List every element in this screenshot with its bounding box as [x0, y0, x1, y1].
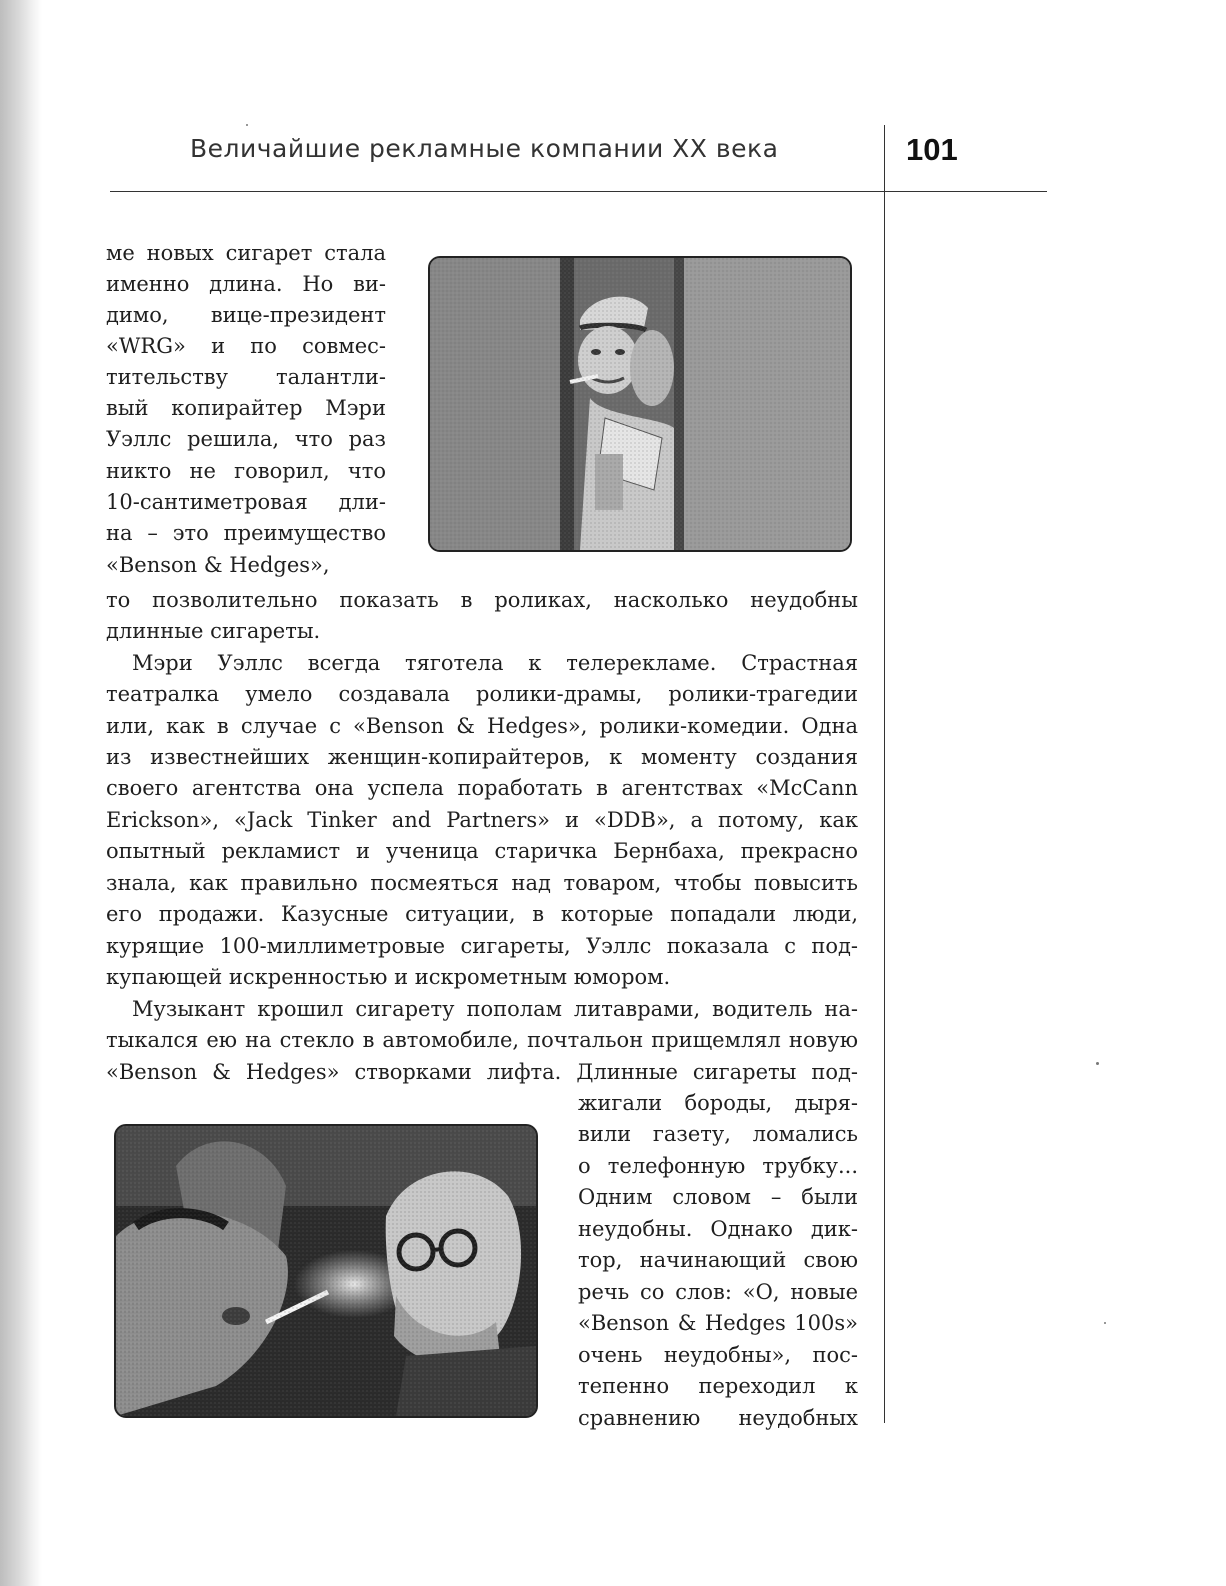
text-line: именно длина. Но ви- — [106, 272, 386, 296]
text-line: Erickson», «Jack Tinker and Partners» и «DDB», а потому, как — [106, 808, 858, 832]
text-line: очень неудобны», пос- — [578, 1343, 858, 1367]
text-line: 10-сантиметровая дли- — [106, 490, 386, 514]
scan-speck — [1104, 1322, 1106, 1324]
scan-speck — [1096, 1062, 1099, 1065]
text-line: тор, начинающий свою — [578, 1248, 858, 1272]
text-line: речь со слов: «О, новые — [578, 1280, 858, 1304]
photo-two-men-smoking — [114, 1124, 538, 1418]
text-line: Одним словом – были — [578, 1185, 858, 1209]
text-line: на – это преимущество — [106, 521, 386, 545]
text-line: «Benson & Hedges» створками лифта. Длинные сигареты под- — [106, 1060, 858, 1084]
text-line: театралка умело создавала ролики-драмы, ролики-трагедии — [106, 682, 858, 706]
text-line: курящие 100-миллиметровые сигареты, Уэллс показала с под- — [106, 934, 858, 958]
header-rule — [110, 191, 1047, 192]
text-line: тительству талантли- — [106, 365, 386, 389]
photo-man-in-elevator-doors — [428, 256, 852, 552]
paragraph-start-line: Мэри Уэллс всегда тяготела к телерекламе. Страстная — [132, 651, 858, 675]
text-line: его продажи. Казусные ситуации, в которые попадали люди, — [106, 902, 858, 926]
margin-rule — [884, 125, 885, 1423]
text-line: Уэллс решила, что раз — [106, 427, 386, 451]
text-line: знала, как правильно посмеяться над товаром, чтобы повысить — [106, 871, 858, 895]
text-line: длинные сигареты. — [106, 619, 321, 643]
scan-shadow-edge — [0, 0, 42, 1586]
text-line: купающей искренностью и искрометным юмором. — [106, 965, 671, 989]
text-line: «WRG» и по совмес- — [106, 334, 386, 358]
text-line: опытный рекламист и ученица старичка Бернбаха, прекрасно — [106, 839, 858, 863]
text-line: тепенно переходил к — [578, 1374, 858, 1398]
text-line: о телефонную трубку... — [578, 1154, 858, 1178]
text-line: своего агентства она успела поработать в агентствах «McCann — [106, 776, 858, 800]
text-line: вый копирайтер Мэри — [106, 396, 386, 420]
text-line: вили газету, ломались — [578, 1122, 858, 1146]
text-line: или, как в случае с «Benson & Hedges», ролики-комедии. Одна — [106, 714, 858, 738]
page-number: 101 — [906, 132, 958, 167]
text-line: «Benson & Hedges 100s» — [578, 1311, 858, 1335]
paragraph-start-line: Музыкант крошил сигарету пополам литаврами, водитель на- — [132, 997, 858, 1021]
text-line: ме новых сигарет стала — [106, 241, 386, 265]
text-line: сравнению неудобных — [578, 1406, 858, 1430]
text-line: из известнейших женщин-копирайтеров, к моменту создания — [106, 745, 858, 769]
text-line: то позволительно показать в роликах, насколько неудобны — [106, 588, 858, 612]
text-line: жигали бороды, дыря- — [578, 1091, 858, 1115]
text-line: неудобны. Однако дик- — [578, 1217, 858, 1241]
text-line: никто не говорил, что — [106, 459, 386, 483]
running-header-title: Величайшие рекламные компании XX века — [190, 134, 779, 163]
text-line: димо, вице-президент — [106, 303, 386, 327]
scan-speck — [246, 124, 248, 126]
text-line: «Benson & Hedges», — [106, 553, 330, 577]
text-line: тыкался ею на стекло в автомобиле, почтальон прищемлял новую — [106, 1028, 858, 1052]
